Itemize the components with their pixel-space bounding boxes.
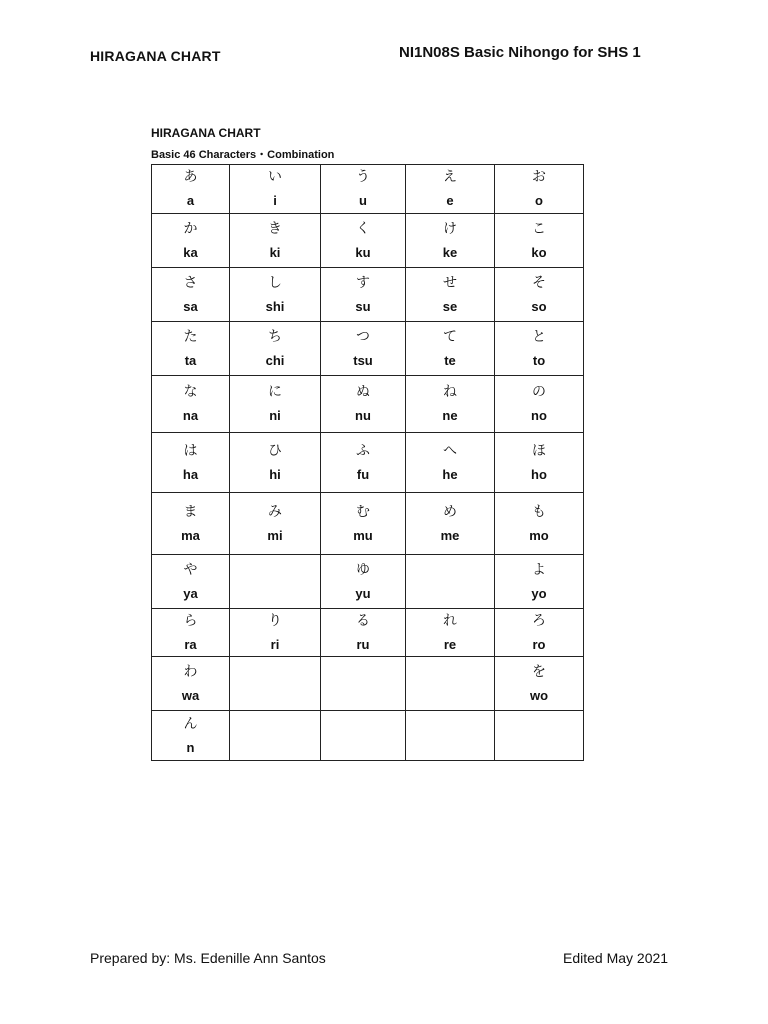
- romaji-label: wa: [181, 687, 200, 703]
- kana-cell: [406, 711, 495, 761]
- romaji-label: yu: [355, 585, 371, 601]
- kana-cell: [152, 376, 230, 433]
- kana-cell: [321, 433, 406, 493]
- kana-cell: [230, 609, 321, 657]
- hiragana-table: [151, 164, 584, 761]
- kana-cell: [152, 214, 230, 268]
- romaji-label: u: [359, 193, 367, 208]
- romaji-label: ka: [183, 244, 198, 260]
- romaji-label: ho: [531, 466, 547, 482]
- romaji-label: to: [532, 352, 546, 368]
- kana-cell: [406, 165, 495, 214]
- chart-subtitle: Basic 46 Characters・Combination: [151, 149, 335, 161]
- hiragana-character: け: [443, 220, 457, 237]
- kana-cell: [406, 433, 495, 493]
- kana-cell: [152, 609, 230, 657]
- hiragana-character: つ: [356, 328, 370, 345]
- kana-cell: [495, 214, 584, 268]
- romaji-label: mu: [353, 527, 373, 543]
- kana-cell: [152, 555, 230, 609]
- kana-cell: [495, 433, 584, 493]
- hiragana-character: に: [268, 384, 282, 400]
- hiragana-character: や: [183, 561, 198, 578]
- course-title: NI1N08S Basic Nihongo for SHS 1: [399, 44, 641, 61]
- romaji-label: nu: [355, 408, 371, 423]
- hiragana-character: み: [268, 503, 282, 520]
- romaji-label: ro: [532, 636, 546, 652]
- kana-cell: [152, 165, 230, 214]
- kana-cell: [230, 657, 321, 711]
- romaji-label: n: [186, 739, 195, 755]
- kana-cell: [321, 165, 406, 214]
- hiragana-character: る: [356, 612, 370, 629]
- romaji-label: ni: [269, 408, 281, 423]
- romaji-label: ri: [270, 636, 280, 652]
- kana-cell: [152, 711, 230, 761]
- kana-cell: [152, 268, 230, 322]
- kana-cell: [230, 433, 321, 493]
- romaji-label: ke: [442, 244, 458, 260]
- kana-cell: [321, 214, 406, 268]
- table-row: [152, 165, 584, 214]
- hiragana-character: ん: [183, 715, 198, 732]
- romaji-label: ra: [184, 636, 197, 652]
- romaji-label: shi: [265, 298, 285, 314]
- hiragana-character: を: [532, 663, 546, 680]
- hiragana-character: ち: [268, 328, 282, 345]
- table-row: [152, 711, 584, 761]
- romaji-label: e: [446, 193, 454, 208]
- kana-cell: [495, 493, 584, 555]
- kana-cell: [230, 268, 321, 322]
- romaji-label: i: [273, 193, 277, 208]
- hiragana-character: ふ: [356, 442, 370, 459]
- romaji-label: re: [443, 636, 457, 652]
- hiragana-character: れ: [443, 612, 457, 629]
- kana-cell: [321, 376, 406, 433]
- romaji-label: ku: [355, 244, 371, 260]
- table-row: [152, 555, 584, 609]
- kana-cell: [152, 657, 230, 711]
- hiragana-character: そ: [532, 274, 546, 291]
- hiragana-character: ひ: [268, 442, 282, 459]
- romaji-label: sa: [183, 298, 198, 314]
- edited-date: Edited May 2021: [563, 950, 669, 966]
- kana-cell: [230, 493, 321, 555]
- table-row: [152, 376, 584, 433]
- romaji-label: no: [531, 408, 547, 423]
- hiragana-character: お: [532, 169, 546, 185]
- kana-cell: [230, 555, 321, 609]
- romaji-label: tsu: [353, 352, 373, 368]
- hiragana-character: ま: [183, 503, 198, 520]
- kana-cell: [495, 322, 584, 376]
- hiragana-character: し: [268, 274, 282, 291]
- kana-cell: [495, 555, 584, 609]
- hiragana-character: へ: [443, 442, 457, 459]
- kana-cell: [406, 493, 495, 555]
- kana-cell: [406, 214, 495, 268]
- kana-cell: [321, 711, 406, 761]
- hiragana-character: め: [443, 503, 457, 520]
- hiragana-character: ゆ: [356, 561, 370, 578]
- romaji-label: ki: [269, 244, 281, 260]
- hiragana-character: く: [356, 220, 370, 237]
- hiragana-character: て: [443, 328, 457, 345]
- table-row: [152, 268, 584, 322]
- hiragana-character: き: [268, 220, 282, 237]
- romaji-label: na: [182, 408, 199, 423]
- hiragana-character: う: [356, 169, 370, 185]
- kana-cell: [321, 657, 406, 711]
- kana-cell: [230, 322, 321, 376]
- hiragana-character: ほ: [532, 442, 546, 459]
- kana-cell: [321, 268, 406, 322]
- kana-cell: [321, 555, 406, 609]
- hiragana-character: す: [356, 274, 370, 291]
- prepared-by: Prepared by: Ms. Edenille Ann Santos: [90, 950, 326, 966]
- kana-cell: [152, 493, 230, 555]
- hiragana-character: せ: [443, 274, 457, 291]
- hiragana-character: か: [183, 220, 198, 237]
- romaji-label: fu: [356, 466, 370, 482]
- hiragana-character: も: [532, 503, 546, 520]
- hiragana-character: え: [443, 169, 457, 185]
- hiragana-character: は: [183, 442, 198, 459]
- kana-cell: [495, 657, 584, 711]
- romaji-label: chi: [265, 352, 285, 368]
- hiragana-character: と: [532, 328, 546, 345]
- romaji-label: su: [355, 298, 371, 314]
- kana-cell: [230, 376, 321, 433]
- kana-cell: [230, 711, 321, 761]
- romaji-label: te: [444, 352, 456, 368]
- kana-cell: [230, 214, 321, 268]
- table-row: [152, 493, 584, 555]
- romaji-label: wo: [529, 687, 549, 703]
- kana-cell: [321, 322, 406, 376]
- kana-cell: [406, 322, 495, 376]
- romaji-label: hi: [269, 466, 281, 482]
- kana-cell: [495, 711, 584, 761]
- hiragana-character: わ: [183, 663, 198, 680]
- chart-title: HIRAGANA CHART: [151, 126, 261, 140]
- kana-cell: [406, 376, 495, 433]
- hiragana-character: ぬ: [356, 384, 370, 400]
- kana-cell: [230, 165, 321, 214]
- hiragana-character: い: [268, 169, 282, 185]
- kana-cell: [152, 322, 230, 376]
- table-row: [152, 322, 584, 376]
- romaji-label: mo: [529, 527, 549, 543]
- kana-cell: [495, 376, 584, 433]
- hiragana-character: な: [183, 384, 198, 400]
- kana-cell: [495, 268, 584, 322]
- kana-cell: [406, 555, 495, 609]
- romaji-label: ne: [442, 408, 458, 423]
- romaji-label: ma: [181, 527, 200, 543]
- kana-cell: [406, 609, 495, 657]
- romaji-label: so: [531, 298, 547, 314]
- romaji-label: ta: [184, 352, 197, 368]
- romaji-label: ya: [183, 585, 198, 601]
- table-row: [152, 433, 584, 493]
- hiragana-character: の: [532, 384, 546, 400]
- romaji-label: mi: [267, 527, 283, 543]
- hiragana-character: む: [356, 503, 370, 520]
- romaji-label: ko: [531, 244, 547, 260]
- kana-cell: [152, 433, 230, 493]
- romaji-label: o: [535, 193, 543, 208]
- kana-cell: [321, 609, 406, 657]
- romaji-label: me: [440, 527, 460, 543]
- romaji-label: a: [186, 193, 195, 208]
- hiragana-character: り: [268, 612, 282, 629]
- kana-cell: [406, 268, 495, 322]
- table-row: [152, 214, 584, 268]
- kana-cell: [495, 609, 584, 657]
- hiragana-character: ら: [183, 612, 198, 629]
- hiragana-character: ろ: [532, 612, 546, 629]
- hiragana-character: た: [183, 328, 198, 345]
- kana-cell: [495, 165, 584, 214]
- table-row: [152, 609, 584, 657]
- hiragana-character: よ: [532, 561, 546, 578]
- hiragana-character: ね: [443, 384, 457, 400]
- romaji-label: he: [442, 466, 458, 482]
- hiragana-character: さ: [183, 274, 198, 291]
- document-title: HIRAGANA CHART: [90, 48, 221, 64]
- hiragana-character: あ: [183, 169, 198, 185]
- hiragana-character: こ: [532, 220, 546, 237]
- kana-cell: [321, 493, 406, 555]
- kana-cell: [406, 657, 495, 711]
- romaji-label: ru: [356, 636, 370, 652]
- romaji-label: se: [442, 298, 458, 314]
- romaji-label: yo: [531, 585, 547, 601]
- table-row: [152, 657, 584, 711]
- romaji-label: ha: [182, 466, 199, 482]
